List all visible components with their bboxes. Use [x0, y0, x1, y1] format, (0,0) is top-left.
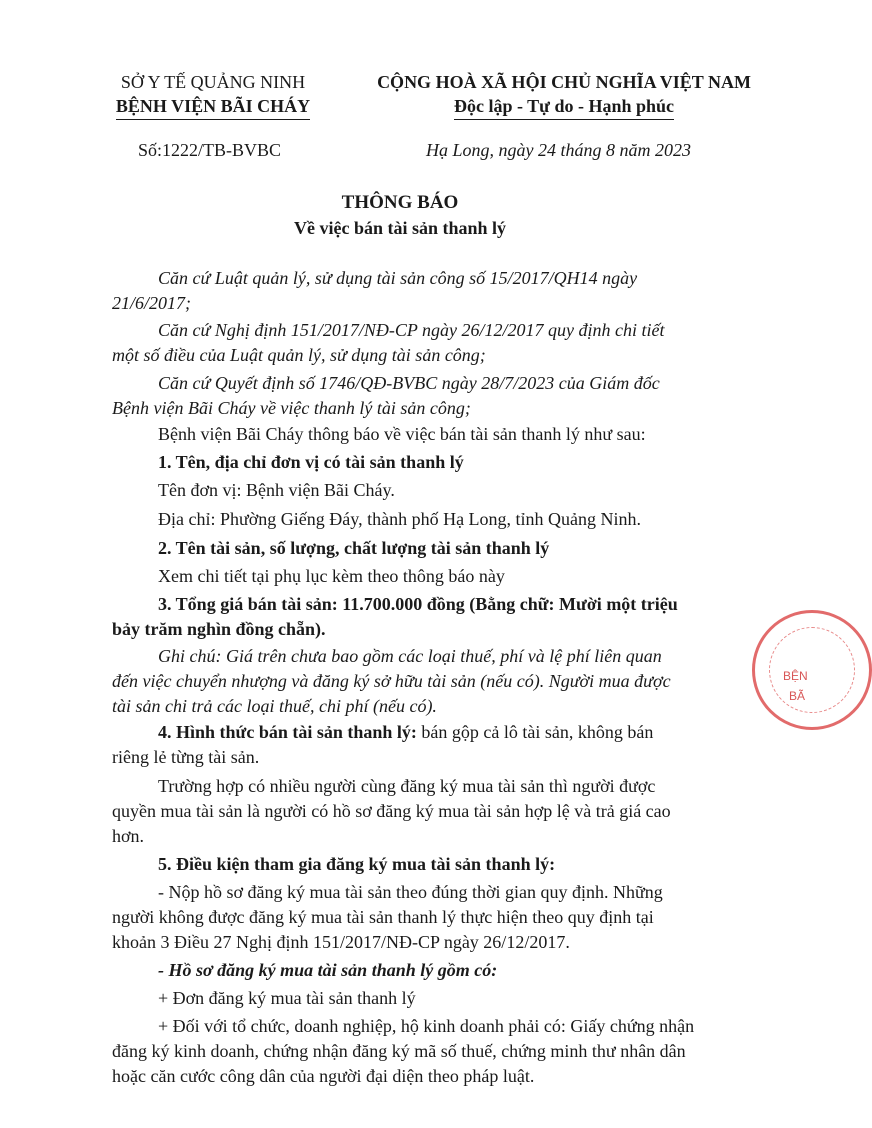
- dossier-item-2-line1: + Đối với tổ chức, doanh nghiệp, hộ kinh doanh phải có: Giấy chứng nhận: [158, 1016, 695, 1036]
- section-4-text: bán gộp cả lô tài sản, không bán: [416, 722, 654, 742]
- seal-inner-ring: [769, 627, 855, 713]
- appendix-reference: Xem chi tiết tại phụ lục kèm theo thông báo này: [158, 566, 505, 586]
- basis-law-line2: 21/6/2017;: [112, 293, 191, 313]
- section-1-heading: 1. Tên, địa chỉ đơn vị có tài sản thanh lý: [158, 452, 464, 472]
- unit-name: Tên đơn vị: Bệnh viện Bãi Cháy.: [158, 480, 395, 500]
- issuing-organization: [82, 70, 344, 120]
- country-name: CỘNG HOÀ XÃ HỘI CHỦ NGHĨA VIỆT NAM: [377, 72, 751, 92]
- multiple-bidders-line3: hơn.: [112, 826, 145, 846]
- basis-decree-line1: Căn cứ Nghị định 151/2017/NĐ-CP ngày 26/12/2017 quy định chi tiết: [158, 320, 665, 340]
- org-line-department: SỞ Y TẾ QUẢNG NINH: [120, 72, 306, 92]
- section-3-heading-line1: 3. Tổng giá bán tài sản: 11.700.000 đồng (Bằng chữ: Mười một triệu: [158, 594, 678, 614]
- official-seal: [752, 610, 872, 730]
- condition-line1: - Nộp hồ sơ đăng ký mua tài sản theo đúng thời gian quy định. Những: [158, 882, 663, 902]
- unit-address: Địa chỉ: Phường Giếng Đáy, thành phố Hạ Long, tỉnh Quảng Ninh.: [158, 509, 642, 529]
- place-date: Hạ Long, ngày 24 tháng 8 năm 2023: [426, 140, 691, 160]
- section-4-heading: 4. Hình thức bán tài sản thanh lý:: [158, 722, 417, 742]
- section-4-line2: riêng lẻ từng tài sản.: [112, 747, 260, 767]
- condition-line2: người không được đăng ký mua tài sản thanh lý thực hiện theo quy định tại: [112, 907, 654, 927]
- motto: Độc lập - Tự do - Hạnh phúc: [454, 94, 674, 120]
- basis-decision-line2: Bệnh viện Bãi Cháy về việc thanh lý tài sản công;: [112, 398, 471, 418]
- seal-text-line2: BÃ: [789, 689, 806, 703]
- dossier-item-2-line3: hoặc căn cước công dân của người đại diện theo pháp luật.: [112, 1066, 535, 1086]
- section-2-heading: 2. Tên tài sản, số lượng, chất lượng tài sản thanh lý: [158, 538, 550, 558]
- dossier-item-2-line2: đăng ký kinh doanh, chứng nhận đăng ký mã số thuế, chứng minh thư nhân dân: [112, 1041, 686, 1061]
- section-4-line1: [158, 722, 653, 743]
- org-line-hospital: BỆNH VIỆN BÃI CHÁY: [116, 94, 310, 120]
- section-5-heading: 5. Điều kiện tham gia đăng ký mua tài sản thanh lý:: [158, 854, 556, 874]
- dossier-item-1: + Đơn đăng ký mua tài sản thanh lý: [158, 988, 416, 1008]
- section-3-heading-line2: bảy trăm nghìn đồng chẵn).: [112, 619, 326, 639]
- basis-law-line1: Căn cứ Luật quản lý, sử dụng tài sản công số 15/2017/QH14 ngày: [158, 268, 638, 288]
- document-subtitle: Về việc bán tài sản thanh lý: [293, 218, 507, 238]
- multiple-bidders-line1: Trường hợp có nhiều người cùng đăng ký mua tài sản thì người được: [158, 776, 656, 796]
- intro-line: Bệnh viện Bãi Cháy thông báo về việc bán tài sản thanh lý như sau:: [158, 424, 646, 444]
- document-title: THÔNG BÁO: [341, 192, 459, 213]
- national-motto: [344, 70, 784, 120]
- seal-text-line1: BỆN: [783, 669, 808, 683]
- note-line1: Ghi chú: Giá trên chưa bao gồm các loại thuế, phí và lệ phí liên quan: [158, 646, 662, 666]
- dossier-heading: - Hồ sơ đăng ký mua tài sản thanh lý gồm có:: [158, 960, 498, 980]
- condition-line3: khoản 3 Điều 27 Nghị định 151/2017/NĐ-CP ngày 26/12/2017.: [112, 932, 570, 952]
- note-line3: tài sản chi trả các loại thuế, chi phí (nếu có).: [112, 696, 437, 716]
- basis-decision-line1: Căn cứ Quyết định số 1746/QĐ-BVBC ngày 28/7/2023 của Giám đốc: [158, 373, 660, 393]
- note-line2: đến việc chuyển nhượng và đăng ký sở hữu tài sản (nếu có). Người mua được: [112, 671, 671, 691]
- multiple-bidders-line2: quyền mua tài sản là người có hồ sơ đăng ký mua tài sản hợp lệ và trả giá cao: [112, 801, 671, 821]
- basis-decree-line2: một số điều của Luật quản lý, sử dụng tài sản công;: [112, 345, 486, 365]
- document-number: Số:1222/TB-BVBC: [138, 140, 282, 160]
